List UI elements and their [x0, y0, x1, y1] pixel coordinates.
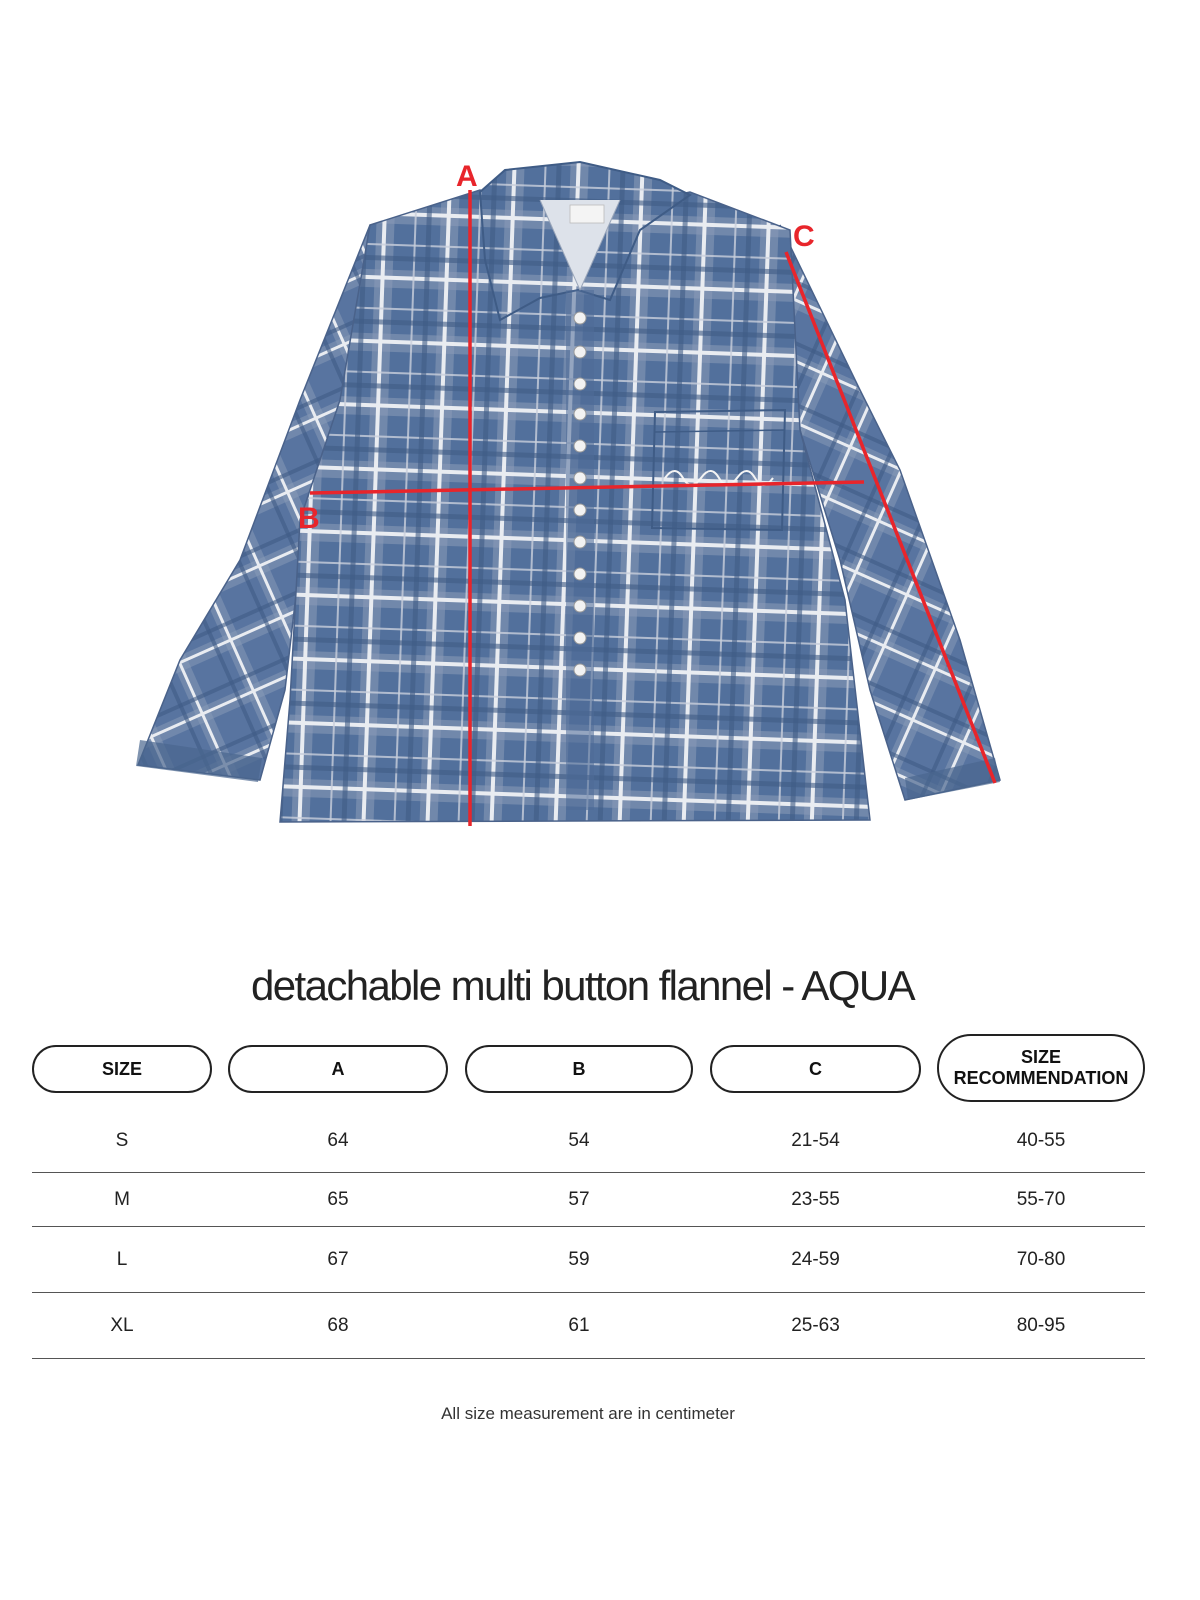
cell-b: 59 — [568, 1249, 590, 1270]
table-row — [32, 1294, 1145, 1359]
page-title: detachable multi button flannel - AQUA — [251, 962, 914, 1009]
header-c: C — [710, 1045, 921, 1093]
table-row — [32, 1174, 1145, 1227]
neck-label — [570, 205, 604, 223]
cell-c: 25-63 — [791, 1315, 840, 1336]
header-b: B — [465, 1045, 693, 1093]
chest-pocket — [652, 410, 785, 530]
cell-rec: 40-55 — [1016, 1130, 1066, 1151]
cell-size: S — [115, 1130, 129, 1151]
header-a: A — [228, 1045, 448, 1093]
cell-c: 21-54 — [791, 1130, 840, 1151]
cell-size: L — [116, 1249, 128, 1270]
cell-c: 23-55 — [791, 1189, 840, 1210]
cell-rec: 80-95 — [1016, 1315, 1066, 1336]
measure-label-a: A — [456, 160, 478, 193]
cell-size: XL — [110, 1315, 134, 1336]
header-rec-line2: RECOMMENDATION — [953, 1068, 1129, 1088]
measure-label-c: C — [793, 220, 815, 253]
cell-b: 61 — [568, 1315, 590, 1336]
cell-c: 24-59 — [791, 1249, 840, 1270]
cell-a: 65 — [327, 1189, 349, 1210]
size-chart-header — [32, 1032, 1145, 1108]
header-rec-line1: SIZE — [1020, 1047, 1061, 1067]
measurement-footnote: All size measurement are in centimeter — [441, 1404, 735, 1423]
cell-b: 57 — [568, 1189, 590, 1210]
cell-b: 54 — [568, 1130, 590, 1151]
cell-rec: 70-80 — [1016, 1249, 1066, 1270]
cell-a: 68 — [327, 1315, 349, 1336]
table-row — [32, 1228, 1145, 1293]
cell-rec: 55-70 — [1016, 1189, 1066, 1210]
cell-a: 64 — [327, 1130, 349, 1151]
measure-label-b: B — [298, 502, 320, 535]
cell-a: 67 — [327, 1249, 349, 1270]
header-size: SIZE — [32, 1045, 212, 1093]
header-size-recommendation — [937, 1034, 1145, 1102]
table-row — [32, 1110, 1145, 1173]
button-placket — [566, 290, 594, 810]
size-chart — [32, 1032, 1145, 1336]
cell-size: M — [114, 1189, 130, 1210]
